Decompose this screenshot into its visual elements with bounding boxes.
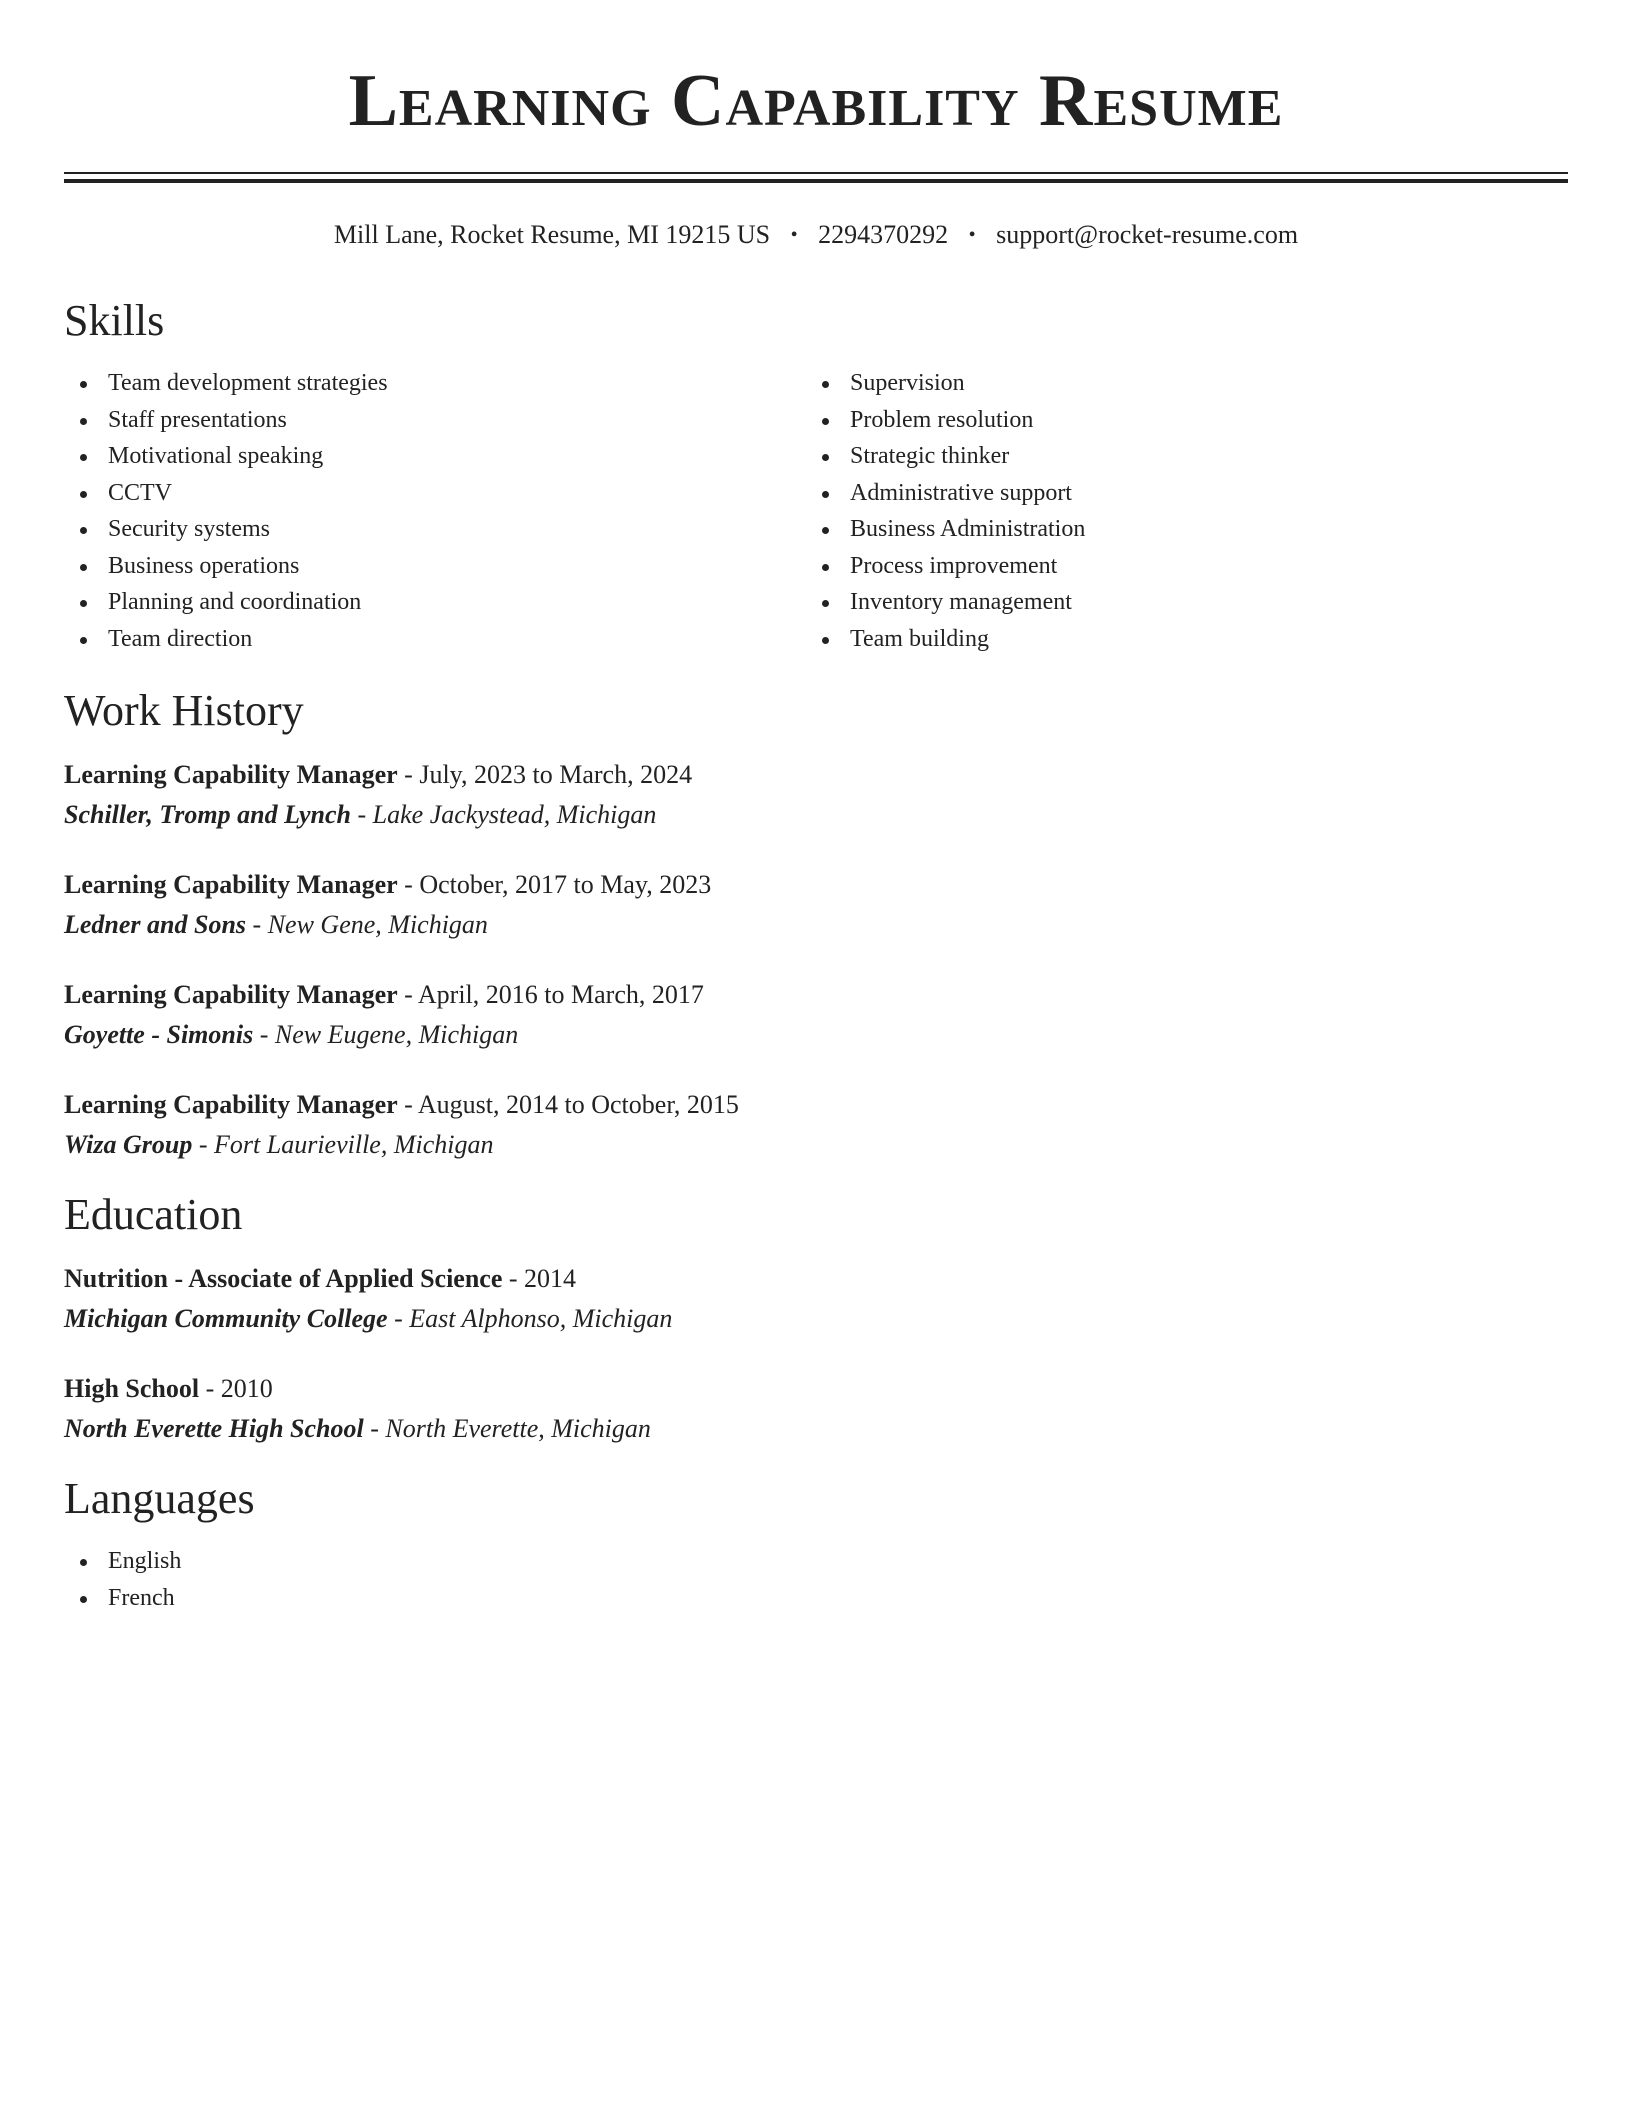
education-degree: High School xyxy=(64,1374,200,1403)
skill-item: Strategic thinker xyxy=(806,438,1548,475)
skills-list xyxy=(64,365,1568,657)
job-location: - New Gene, Michigan xyxy=(246,910,488,939)
skills-column-right xyxy=(806,365,1548,657)
skill-item: CCTV xyxy=(64,475,806,512)
skill-item: Business operations xyxy=(64,548,806,585)
skill-item: Process improvement xyxy=(806,548,1548,585)
education-location: - North Everette, Michigan xyxy=(363,1414,651,1443)
language-item: French xyxy=(64,1580,1568,1617)
contact-phone: 2294370292 xyxy=(818,220,949,249)
job-location: - Lake Jackystead, Michigan xyxy=(351,800,657,829)
contact-email: support@rocket-resume.com xyxy=(996,220,1299,249)
education-list xyxy=(64,1259,1568,1449)
work-entry xyxy=(64,975,1568,1055)
language-item: English xyxy=(64,1543,1568,1580)
education-school: Michigan Community College xyxy=(64,1304,388,1333)
contact-line xyxy=(64,219,1568,251)
work-history-heading: Work History xyxy=(64,686,304,735)
skill-item: Security systems xyxy=(64,511,806,548)
skill-item: Team building xyxy=(806,621,1548,658)
skill-item: Administrative support xyxy=(806,475,1548,512)
job-company: Goyette - Simonis xyxy=(64,1020,254,1049)
job-dates: - August, 2014 to October, 2015 xyxy=(397,1090,739,1119)
skill-item: Business Administration xyxy=(806,511,1548,548)
languages-list xyxy=(64,1543,1568,1616)
contact-address: Mill Lane, Rocket Resume, MI 19215 US xyxy=(333,220,771,249)
education-entry xyxy=(64,1369,1568,1449)
work-history-list xyxy=(64,755,1568,1165)
education-degree: Nutrition - Associate of Applied Science xyxy=(64,1264,503,1293)
skill-item: Staff presentations xyxy=(64,402,806,439)
education-heading: Education xyxy=(64,1190,243,1239)
skill-item: Problem resolution xyxy=(806,402,1548,439)
languages-heading: Languages xyxy=(64,1474,255,1523)
job-location: - Fort Laurieville, Michigan xyxy=(192,1130,494,1159)
skill-item: Team direction xyxy=(64,621,806,658)
work-entry xyxy=(64,1085,1568,1165)
skill-item: Inventory management xyxy=(806,584,1548,621)
contact-separator: • xyxy=(968,224,976,246)
job-company: Schiller, Tromp and Lynch xyxy=(64,800,351,829)
resume-title: Learning Capability Resume xyxy=(348,60,1284,142)
skill-item: Motivational speaking xyxy=(64,438,806,475)
job-title: Learning Capability Manager xyxy=(64,980,398,1009)
job-company: Ledner and Sons xyxy=(64,910,247,939)
skills-heading: Skills xyxy=(64,296,165,345)
job-dates: - April, 2016 to March, 2017 xyxy=(397,980,704,1009)
job-title: Learning Capability Manager xyxy=(64,1090,398,1119)
work-entry xyxy=(64,755,1568,835)
job-company: Wiza Group xyxy=(64,1130,193,1159)
education-year: - 2014 xyxy=(502,1264,577,1293)
job-location: - New Eugene, Michigan xyxy=(253,1020,519,1049)
job-dates: - October, 2017 to May, 2023 xyxy=(397,870,712,899)
skills-column-left xyxy=(64,365,806,657)
skill-item: Team development strategies xyxy=(64,365,806,402)
education-school: North Everette High School xyxy=(64,1414,364,1443)
job-title: Learning Capability Manager xyxy=(64,870,398,899)
education-year: - 2010 xyxy=(199,1374,273,1403)
job-title: Learning Capability Manager xyxy=(64,760,398,789)
contact-separator: • xyxy=(790,224,798,246)
title-divider xyxy=(64,172,1568,183)
job-dates: - July, 2023 to March, 2024 xyxy=(397,760,693,789)
skill-item: Supervision xyxy=(806,365,1548,402)
skill-item: Planning and coordination xyxy=(64,584,806,621)
work-entry xyxy=(64,865,1568,945)
education-entry xyxy=(64,1259,1568,1339)
education-location: - East Alphonso, Michigan xyxy=(387,1304,673,1333)
